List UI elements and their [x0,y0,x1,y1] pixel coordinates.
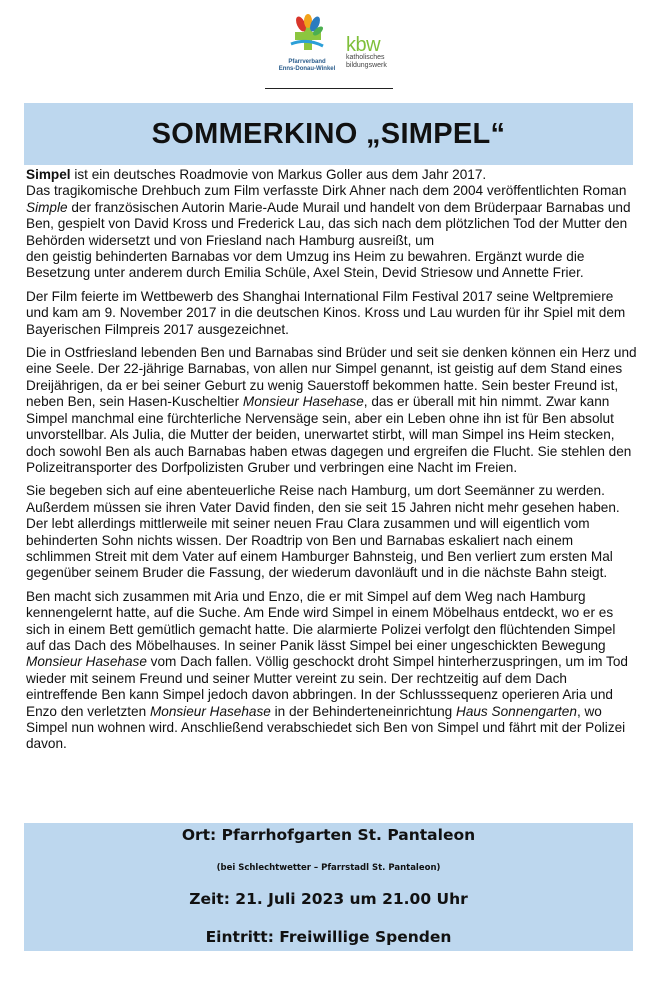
event-location: Ort: Pfarrhofgarten St. Pantaleon [181,826,476,844]
parish-logo-text: Pfarrverband Enns-Donau-Winkel [278,59,336,72]
paragraph [26,483,638,581]
parish-logo [278,14,336,73]
text: , wo Simpel nun wohnen wird. Anschließend verabschiedet sich Ben von Simpel und fährt mit der Polizei davon. [26,703,626,752]
italic-text: Simple [26,199,68,215]
description-text [26,167,638,760]
event-bad-weather-location: (bei Schlechtwetter – Pfarrstadl St. Pantaleon) [216,863,441,873]
text: Der Film feierte im Wettbewerb des Shanghai International Film Festival 2017 seine Weltpremiere und kam am 9. November 2017 in die deutschen Kinos. Kross und Lau wurden für ihr Spiel mit dem Bayerischen Filmpreis 2017 ausgezeichnet. [26,288,626,337]
page-title: SOMMERKINO „SIMPEL“ [151,117,506,150]
title-banner [24,103,633,165]
text: in der Behinderteneinrichtung [270,703,456,719]
kbw-logo [346,36,387,70]
italic-text: Monsieur Hasehase [242,394,364,410]
text: Ben macht sich zusammen mit Aria und Enzo, die er mit Simpel auf dem Weg nach Hamburg kennengelernt hatte, auf die Suche. Am Ende wird Simpel in einem Möbelhaus entdeckt, wo er es sich in einem Bett gemütlich gemacht hatte. Die alarmierte Polizei verfolgt den flüchtenden Simpel auf das Dach des Möbelhauses. In seiner Panik lässt Simpel bei einer ungeschickten Bewegung [26,588,616,653]
text: Das tragikomische Drehbuch zum Film verfasste Dirk Ahner nach dem 2004 veröffentlichten Roman [26,183,627,199]
text: ist ein deutsches Roadmovie von Markus Goller aus dem Jahr 2017. [70,167,487,182]
text: , das er überall mit hin nimmt. Zwar kann Simpel manchmal eine fürchterliche Nervensäge sein, aber ein Leben ohne ihn ist für Ben absolut unvorstellbar. Als Julia, die Mutter der beiden, unerwartet stirbt, will man Simpel ins Heim stecken, doch sowohl Ben als auch Barnabas haben etwas dagegen und ergreifen die Flucht. Sie stehlen den Polizeitransporter des Dorfpolizisten Gruber und verbringen eine Nacht im Freien. [26,394,632,475]
kbw-logo-line2: bildungswerk [346,62,387,69]
event-info-box [24,823,633,951]
text: vom Dach fallen. Völlig geschockt droht Simpel hinterherzuspringen, um im Tod wieder mit seinem Freund und seiner Mutter vereint zu sein. Der rechtzeitig auf dem Dach eintreffende Ben kann Simpel jedoch davon abbringen. In der Schlusssequenz operieren Aria und Enzo den verletzten [26,654,628,719]
bold-text: Simpel [26,167,71,182]
italic-text: Haus Sonnengarten [456,703,577,719]
divider [265,88,393,89]
event-admission: Eintritt: Freiwillige Spenden [205,928,452,946]
text: Die in Ostfriesland lebenden Ben und Barnabas sind Brüder und seit sie denken können ein Herz und eine Seele. Der 22-jährige Barnabas, von allen nur Simpel genannt, ist geistig auf dem Stand eines Dreijährigen, da er bei seiner Geburt zu wenig Sauerstoff bekommen hatte. Sein bester Freund ist, neben Ben, sein Hasen-Kuscheltier [26,345,637,410]
text: den geistig behinderten Barnabas vor dem Umzug ins Heim zu bewahren. Ergänzt wurde die Besetzung unter anderem durch Emilia Schüle, Axel Stein, Devid Striesow und Annette Frier. [26,249,585,281]
italic-text: Monsieur Hasehase [149,703,271,719]
kbw-logo-letters: kbw [346,34,381,56]
parish-tree-icon [287,14,327,54]
paragraph [26,345,638,476]
text: Sie begeben sich auf eine abenteuerliche Reise nach Hamburg, um dort Seemänner zu werden. Außerdem müssen sie ihren Vater David finden, den sie seit 15 Jahren nicht mehr gesehen haben. Der lebt allerdings mittlerweile mit seiner neuen Frau Clara zusammen und will eigentlich vom behinderten Sohn nichts wissen. Der Roadtrip von Ben und Barnabas eskaliert nach einem schlimmen Streit mit dem Vater auf einem Hamburger Bahnsteig, und Ben verliert zum ersten Mal gegenüber seinem Bruder die Fassung, der wiederum davonläuft und in die nächste Bahn steigt. [26,483,620,581]
paragraph [26,289,638,338]
logos [276,14,396,84]
paragraph [26,167,638,282]
italic-text: Monsieur Hasehase [26,654,147,670]
event-time: Zeit: 21. Juli 2023 um 21.00 Uhr [189,890,468,908]
paragraph [26,589,638,753]
text: der französischen Autorin Marie-Aude Murail und handelt von dem Brüderpaar Barnabas und Ben, gespielt von David Kross und Frederick Lau, das sich nach dem plötzlichen Tod der Mutter den Behörden widersetzt und von Friesland nach Hamburg ausreißt, um [26,199,631,248]
kbw-logo-line1: katholisches [346,54,385,61]
